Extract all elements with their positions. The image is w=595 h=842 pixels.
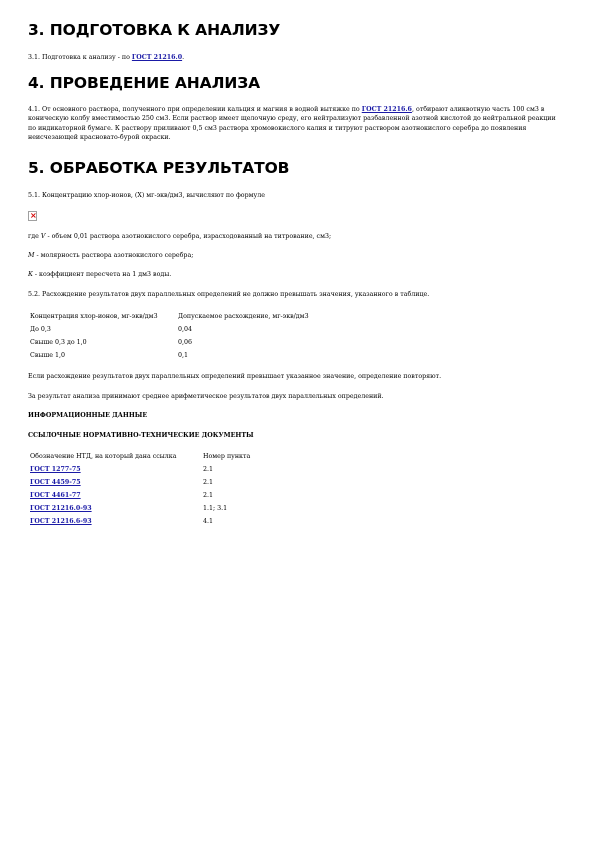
table-cell: 0,1 (178, 352, 189, 359)
section-3-heading: 3. ПОДГОТОВКА К АНАЛИЗУ (28, 21, 281, 39)
where-k-text: - коэффициент пересчета на 1 дм3 воды. (32, 271, 172, 278)
table-row (30, 323, 309, 336)
section-4-heading: 4. ПРОВЕДЕНИЕ АНАЛИЗА (28, 74, 261, 92)
table-cell: 4.1 (203, 518, 214, 525)
gost-21216-0-93-link[interactable]: ГОСТ 21216.0-93 (30, 505, 92, 512)
var-m: М (28, 252, 35, 259)
var-k: К (28, 271, 33, 278)
paragraph-text: 3.1. Подготовка к анализу - по (28, 54, 132, 61)
gost-1277-75-link[interactable]: ГОСТ 1277-75 (30, 466, 81, 473)
table-header-cell: Номер пункта (203, 453, 251, 460)
table-cell: 2.1 (203, 492, 214, 499)
repeat-paragraph: Если расхождение результатов двух параллельных определений превышает указанное значение, определение повторяют. (28, 373, 442, 380)
gost-21216-6-link[interactable]: ГОСТ 21216.6 (361, 106, 412, 113)
table-header-row (30, 450, 250, 463)
formula-intro-paragraph: 5.1. Концентрацию хлор-ионов, (X) мг-экв/дм3, вычисляют по формуле (28, 192, 265, 199)
table-cell: 2.1 (203, 479, 214, 486)
table-cell: Свыше 1,0 (30, 352, 65, 359)
table-header-cell: Обозначение НТД, на который дана ссылка (30, 453, 177, 460)
gost-4459-75-link[interactable]: ГОСТ 4459-75 (30, 479, 81, 486)
table-row (30, 476, 250, 489)
table-cell: 0,04 (178, 326, 193, 333)
where-prefix: где (28, 233, 41, 240)
var-v: V (40, 233, 46, 240)
table-cell: 2.1 (203, 466, 214, 473)
table-row (30, 502, 250, 515)
table-header-row (30, 310, 309, 323)
table-cell: До 0,3 (30, 326, 51, 333)
section-5-2-paragraph: 5.2. Расхождение результатов двух параллельных определений не должно превышать значения, указанного в таблице. (28, 291, 430, 298)
references-table (30, 450, 250, 528)
info-heading: ИНФОРМАЦИОННЫЕ ДАННЫЕ (28, 412, 148, 419)
result-paragraph: За результат анализа принимают среднее арифметическое результатов двух параллельных определений. (28, 393, 384, 400)
table-row (30, 336, 309, 349)
paragraph-text-rest: , отбирают аликвотную часть 100 см3 в коническую колбу вместимостью 250 см3. Если раствор имеет щелочную среду, его нейтрализуют разбавленной азотной кислотой до нейтральной реакции по индикаторной бумаге. К раствору приливают 0,5 см3 раствора хромовокислого калия и титруют раствором азотнокислого серебра до появления неисчезающей красновато-бурой окраски. (28, 106, 556, 141)
gost-4461-77-link[interactable]: ГОСТ 4461-77 (30, 492, 81, 499)
section-3-paragraph (28, 53, 560, 62)
where-m-paragraph (28, 251, 560, 260)
gost-21216-6-93-link[interactable]: ГОСТ 21216.6-93 (30, 518, 92, 525)
section-4-paragraph (28, 105, 560, 142)
table-cell: 1.1; 3.1 (203, 505, 228, 512)
where-m-text: - молярность раствора азотнокислого серебра; (34, 252, 194, 259)
table-row (30, 349, 309, 362)
table-row (30, 489, 250, 502)
tolerance-table (30, 310, 309, 362)
table-row (30, 463, 250, 476)
where-v-text: - объем 0,01 раствора азотнокислого серебра, израсходованный на титрование, см3; (45, 233, 332, 240)
broken-image-icon: × (30, 211, 37, 220)
paragraph-text: 4.1. От основного раствора, полученного при определении кальция и магния в водной вытяжке по (28, 106, 362, 113)
where-k-paragraph (28, 270, 560, 279)
table-cell: 0,06 (178, 339, 193, 346)
table-header-cell: Концентрация хлор-ионов, мг-экв/дм3 (30, 313, 158, 320)
section-5-heading: 5. ОБРАБОТКА РЕЗУЛЬТАТОВ (28, 159, 290, 177)
table-cell: Свыше 0,3 до 1,0 (30, 339, 87, 346)
paragraph-end: . (182, 54, 185, 61)
gost-21216-0-link[interactable]: ГОСТ 21216.0 (131, 54, 183, 61)
table-header-cell: Допускаемое расхождение, мг-экв/дм3 (178, 313, 309, 320)
where-v-paragraph (28, 232, 560, 241)
references-heading: ССЫЛОЧНЫЕ НОРМАТИВНО-ТЕХНИЧЕСКИЕ ДОКУМЕНТЫ (28, 432, 254, 439)
table-row (30, 515, 250, 528)
